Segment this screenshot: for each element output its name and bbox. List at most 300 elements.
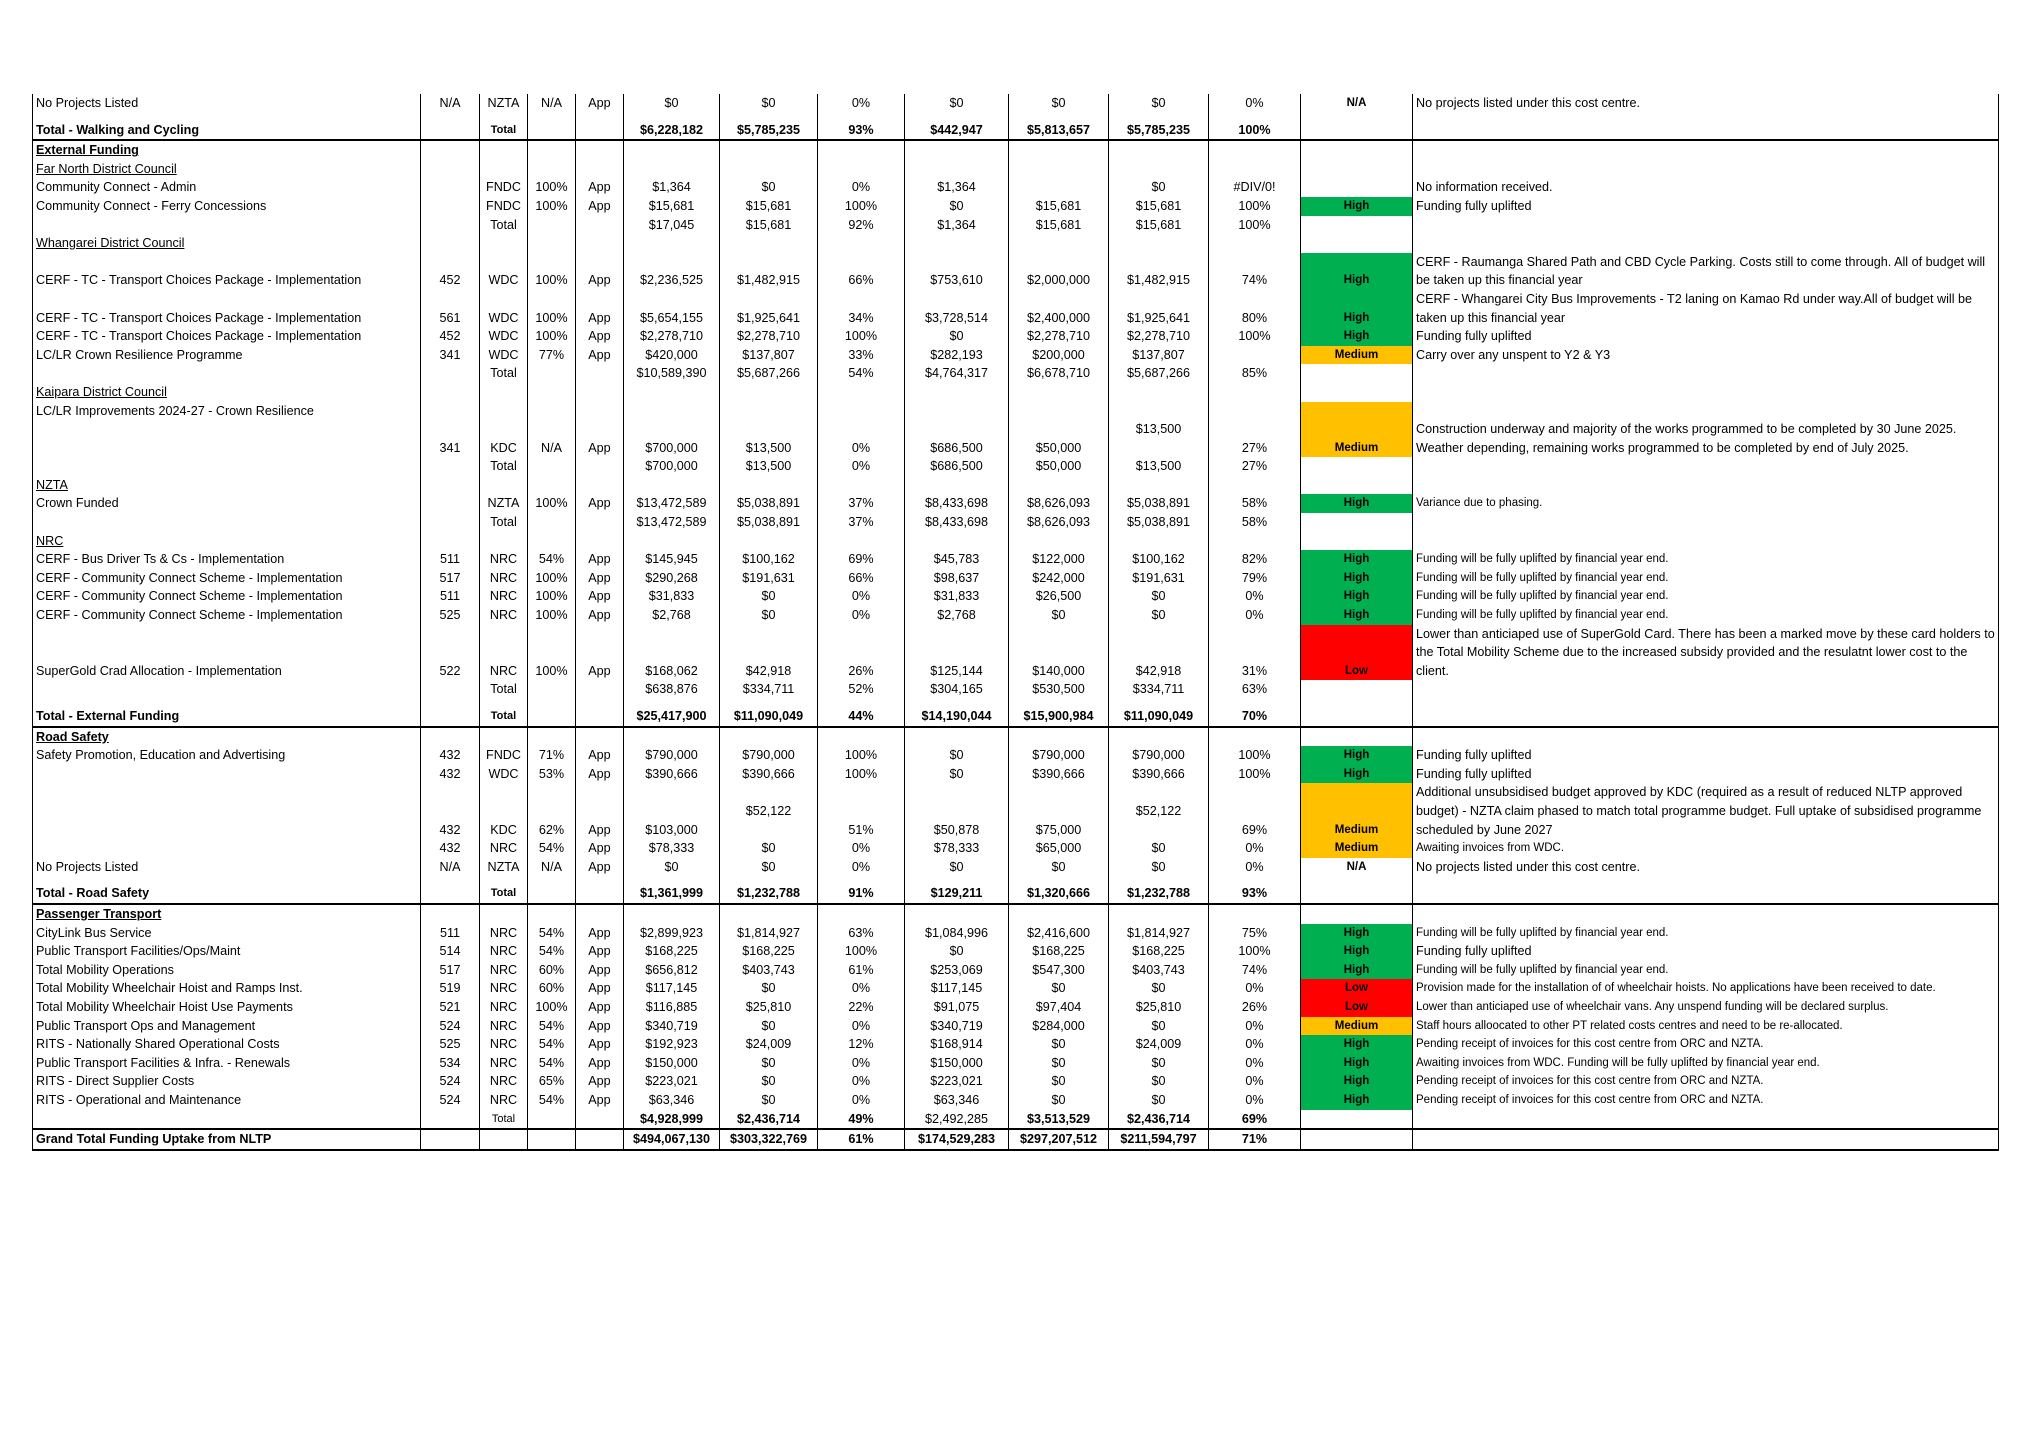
ytd2-cell: $24,009 bbox=[1109, 1035, 1209, 1054]
org-cell: WDC bbox=[480, 253, 528, 290]
funding-table bbox=[32, 94, 1999, 1151]
fap-cell: 100% bbox=[528, 197, 576, 216]
fap-cell bbox=[528, 121, 576, 141]
forecast-cell: $2,400,000 bbox=[1009, 290, 1109, 327]
item-label: CERF - TC - Transport Choices Package - Implementation bbox=[33, 290, 421, 327]
remaining-cell: $78,333 bbox=[905, 839, 1009, 858]
rating-badge: Medium bbox=[1301, 839, 1413, 858]
budget-cell: $145,945 bbox=[624, 550, 720, 569]
fap-cell: N/A bbox=[528, 858, 576, 877]
table-row bbox=[33, 364, 1999, 383]
ref-cell bbox=[421, 494, 480, 513]
pct-cell: 51% bbox=[818, 783, 905, 839]
org-cell bbox=[480, 532, 528, 551]
item-label: LC/LR Crown Resilience Programme bbox=[33, 346, 421, 365]
status-cell: App bbox=[576, 839, 624, 858]
ref-cell bbox=[421, 532, 480, 551]
rating-badge: High bbox=[1301, 746, 1413, 765]
forecast-cell bbox=[1009, 113, 1109, 121]
remaining-cell bbox=[905, 876, 1009, 884]
item-label bbox=[33, 699, 421, 707]
budget-cell: $2,278,710 bbox=[624, 327, 720, 346]
forecast-cell: $15,900,984 bbox=[1009, 707, 1109, 727]
pct-cell bbox=[818, 699, 905, 707]
comment-cell: Staff hours alloocated to other PT related costs centres and need to be re-allocated. bbox=[1413, 1017, 1999, 1036]
table-row bbox=[33, 979, 1999, 998]
status-cell: App bbox=[576, 924, 624, 943]
table-row bbox=[33, 961, 1999, 980]
pct2-cell: 0% bbox=[1209, 1054, 1301, 1073]
remaining-cell: $0 bbox=[905, 746, 1009, 765]
remaining-cell: $174,529,283 bbox=[905, 1129, 1009, 1150]
org-cell: NRC bbox=[480, 550, 528, 569]
ref-cell bbox=[421, 1129, 480, 1150]
item-label bbox=[33, 364, 421, 383]
forecast-cell: $8,626,093 bbox=[1009, 494, 1109, 513]
item-label: Kaipara District Council bbox=[33, 383, 421, 402]
table-row bbox=[33, 113, 1999, 121]
remaining-cell: $686,500 bbox=[905, 402, 1009, 458]
pct-cell: 91% bbox=[818, 884, 905, 904]
status-cell: App bbox=[576, 979, 624, 998]
pct2-cell: 0% bbox=[1209, 1035, 1301, 1054]
pct2-cell: 63% bbox=[1209, 680, 1301, 699]
ytd-cell: $1,814,927 bbox=[720, 924, 818, 943]
ytd2-cell bbox=[1109, 727, 1209, 747]
fap-cell: 100% bbox=[528, 625, 576, 681]
fap-cell: 100% bbox=[528, 587, 576, 606]
budget-cell bbox=[624, 699, 720, 707]
rating-badge: High bbox=[1301, 1054, 1413, 1073]
rating-badge bbox=[1301, 457, 1413, 476]
pct2-cell: 75% bbox=[1209, 924, 1301, 943]
org-cell: Total bbox=[480, 707, 528, 727]
budget-cell bbox=[624, 876, 720, 884]
forecast-cell bbox=[1009, 383, 1109, 402]
ref-cell bbox=[421, 904, 480, 924]
table-row bbox=[33, 783, 1999, 839]
budget-cell: $117,145 bbox=[624, 979, 720, 998]
org-cell: FNDC bbox=[480, 746, 528, 765]
ytd-cell bbox=[720, 904, 818, 924]
fap-cell: 100% bbox=[528, 290, 576, 327]
fap-cell: 100% bbox=[528, 178, 576, 197]
item-label: CERF - TC - Transport Choices Package - Implementation bbox=[33, 327, 421, 346]
org-cell bbox=[480, 1129, 528, 1150]
pct-cell bbox=[818, 727, 905, 747]
ytd2-cell: $334,711 bbox=[1109, 680, 1209, 699]
fap-cell: 100% bbox=[528, 998, 576, 1017]
ref-cell: 511 bbox=[421, 924, 480, 943]
forecast-cell: $0 bbox=[1009, 94, 1109, 113]
comment-cell: No information received. bbox=[1413, 178, 1999, 197]
budget-cell: $15,681 bbox=[624, 197, 720, 216]
fap-cell: 77% bbox=[528, 346, 576, 365]
table-row bbox=[33, 1110, 1999, 1130]
ytd2-cell: $1,232,788 bbox=[1109, 884, 1209, 904]
comment-cell bbox=[1413, 364, 1999, 383]
pct-cell bbox=[818, 904, 905, 924]
pct2-cell bbox=[1209, 904, 1301, 924]
org-cell: NRC bbox=[480, 625, 528, 681]
table-row bbox=[33, 839, 1999, 858]
org-cell bbox=[480, 876, 528, 884]
comment-cell: Funding will be fully uplifted by financial year end. bbox=[1413, 961, 1999, 980]
status-cell: App bbox=[576, 1054, 624, 1073]
forecast-cell: $0 bbox=[1009, 979, 1109, 998]
comment-cell: Funding fully uplifted bbox=[1413, 197, 1999, 216]
table-row bbox=[33, 699, 1999, 707]
rating-badge: High bbox=[1301, 1072, 1413, 1091]
item-label bbox=[33, 513, 421, 532]
ref-cell bbox=[421, 680, 480, 699]
ytd2-cell: $25,810 bbox=[1109, 998, 1209, 1017]
forecast-cell: $2,278,710 bbox=[1009, 327, 1109, 346]
ytd2-cell: $403,743 bbox=[1109, 961, 1209, 980]
ytd2-cell: $0 bbox=[1109, 587, 1209, 606]
budget-cell bbox=[624, 476, 720, 495]
ytd2-cell bbox=[1109, 160, 1209, 179]
forecast-cell bbox=[1009, 699, 1109, 707]
status-cell bbox=[576, 121, 624, 141]
rating-badge bbox=[1301, 680, 1413, 699]
forecast-cell bbox=[1009, 876, 1109, 884]
table-row bbox=[33, 94, 1999, 113]
pct2-cell: 71% bbox=[1209, 1129, 1301, 1150]
status-cell bbox=[576, 680, 624, 699]
ref-cell: 524 bbox=[421, 1017, 480, 1036]
rating-badge bbox=[1301, 513, 1413, 532]
item-label: Road Safety bbox=[33, 727, 421, 747]
table-row bbox=[33, 746, 1999, 765]
forecast-cell: $168,225 bbox=[1009, 942, 1109, 961]
status-cell bbox=[576, 216, 624, 235]
ref-cell: 525 bbox=[421, 1035, 480, 1054]
rating-badge bbox=[1301, 727, 1413, 747]
budget-cell: $10,589,390 bbox=[624, 364, 720, 383]
ytd2-cell: $390,666 bbox=[1109, 765, 1209, 784]
rating-badge bbox=[1301, 476, 1413, 495]
table-row bbox=[33, 1072, 1999, 1091]
fap-cell: 65% bbox=[528, 1072, 576, 1091]
forecast-cell bbox=[1009, 160, 1109, 179]
ytd-cell: $390,666 bbox=[720, 765, 818, 784]
ytd2-cell: $1,925,641 bbox=[1109, 290, 1209, 327]
remaining-cell: $91,075 bbox=[905, 998, 1009, 1017]
pct-cell: 0% bbox=[818, 1091, 905, 1110]
remaining-cell bbox=[905, 532, 1009, 551]
ytd-cell: $0 bbox=[720, 1072, 818, 1091]
remaining-cell: $0 bbox=[905, 858, 1009, 877]
remaining-cell: $150,000 bbox=[905, 1054, 1009, 1073]
org-cell: Total bbox=[480, 121, 528, 141]
ytd-cell bbox=[720, 876, 818, 884]
ytd2-cell: $13,500 bbox=[1109, 457, 1209, 476]
status-cell: App bbox=[576, 998, 624, 1017]
org-cell bbox=[480, 160, 528, 179]
remaining-cell bbox=[905, 476, 1009, 495]
pct2-cell: 82% bbox=[1209, 550, 1301, 569]
org-cell: WDC bbox=[480, 327, 528, 346]
org-cell: NRC bbox=[480, 587, 528, 606]
ref-cell: 521 bbox=[421, 998, 480, 1017]
pct2-cell bbox=[1209, 113, 1301, 121]
item-label: Public Transport Facilities/Ops/Maint bbox=[33, 942, 421, 961]
fap-cell: 54% bbox=[528, 839, 576, 858]
comment-cell: Carry over any unspent to Y2 & Y3 bbox=[1413, 346, 1999, 365]
fap-cell: 54% bbox=[528, 924, 576, 943]
fap-cell bbox=[528, 113, 576, 121]
pct-cell: 0% bbox=[818, 839, 905, 858]
rating-badge: High bbox=[1301, 327, 1413, 346]
rating-badge: High bbox=[1301, 197, 1413, 216]
budget-cell: $17,045 bbox=[624, 216, 720, 235]
status-cell: App bbox=[576, 402, 624, 458]
ref-cell: 517 bbox=[421, 961, 480, 980]
item-label bbox=[33, 783, 421, 839]
budget-cell bbox=[624, 532, 720, 551]
pct2-cell: 79% bbox=[1209, 569, 1301, 588]
fap-cell: 54% bbox=[528, 1035, 576, 1054]
ytd2-cell: $0 bbox=[1109, 1072, 1209, 1091]
rating-badge bbox=[1301, 121, 1413, 141]
fap-cell bbox=[528, 234, 576, 253]
budget-cell: $13,472,589 bbox=[624, 513, 720, 532]
pct2-cell: 93% bbox=[1209, 884, 1301, 904]
rating-badge bbox=[1301, 383, 1413, 402]
status-cell: App bbox=[576, 178, 624, 197]
ref-cell: 511 bbox=[421, 550, 480, 569]
ref-cell: 524 bbox=[421, 1072, 480, 1091]
pct2-cell: 100% bbox=[1209, 327, 1301, 346]
pct2-cell bbox=[1209, 234, 1301, 253]
remaining-cell: $0 bbox=[905, 942, 1009, 961]
pct-cell: 0% bbox=[818, 1054, 905, 1073]
table-row bbox=[33, 569, 1999, 588]
table-row bbox=[33, 707, 1999, 727]
pct-cell: 100% bbox=[818, 942, 905, 961]
pct-cell: 0% bbox=[818, 1072, 905, 1091]
forecast-cell: $547,300 bbox=[1009, 961, 1109, 980]
pct-cell: 0% bbox=[818, 402, 905, 458]
pct2-cell: 58% bbox=[1209, 494, 1301, 513]
rating-badge: High bbox=[1301, 606, 1413, 625]
ref-cell: N/A bbox=[421, 858, 480, 877]
comment-cell: Pending receipt of invoices for this cost centre from ORC and NZTA. bbox=[1413, 1091, 1999, 1110]
ref-cell: 432 bbox=[421, 839, 480, 858]
table-row bbox=[33, 402, 1999, 458]
remaining-cell bbox=[905, 140, 1009, 160]
pct2-cell: 100% bbox=[1209, 765, 1301, 784]
org-cell: FNDC bbox=[480, 197, 528, 216]
ytd-cell: $13,500 bbox=[720, 457, 818, 476]
comment-cell bbox=[1413, 216, 1999, 235]
ref-cell bbox=[421, 707, 480, 727]
ytd-cell: $11,090,049 bbox=[720, 707, 818, 727]
status-cell: App bbox=[576, 858, 624, 877]
item-label: External Funding bbox=[33, 140, 421, 160]
forecast-cell: $15,681 bbox=[1009, 197, 1109, 216]
status-cell bbox=[576, 1129, 624, 1150]
ytd-cell: $15,681 bbox=[720, 197, 818, 216]
table-row bbox=[33, 904, 1999, 924]
org-cell: NRC bbox=[480, 961, 528, 980]
pct2-cell: 69% bbox=[1209, 1110, 1301, 1130]
forecast-cell: $0 bbox=[1009, 1091, 1109, 1110]
ytd2-cell: $0 bbox=[1109, 1054, 1209, 1073]
item-label: CERF - Community Connect Scheme - Implementation bbox=[33, 569, 421, 588]
budget-cell: $390,666 bbox=[624, 765, 720, 784]
rating-badge bbox=[1301, 216, 1413, 235]
table-row bbox=[33, 178, 1999, 197]
fap-cell: 54% bbox=[528, 1017, 576, 1036]
table-row bbox=[33, 1091, 1999, 1110]
forecast-cell: $15,681 bbox=[1009, 216, 1109, 235]
forecast-cell: $0 bbox=[1009, 1035, 1109, 1054]
status-cell bbox=[576, 234, 624, 253]
ref-cell: 452 bbox=[421, 253, 480, 290]
remaining-cell: $2,492,285 bbox=[905, 1110, 1009, 1130]
ref-cell: 514 bbox=[421, 942, 480, 961]
org-cell bbox=[480, 140, 528, 160]
fap-cell: 60% bbox=[528, 979, 576, 998]
rating-badge bbox=[1301, 699, 1413, 707]
table-row bbox=[33, 924, 1999, 943]
status-cell bbox=[576, 113, 624, 121]
rating-badge: High bbox=[1301, 569, 1413, 588]
rating-badge: High bbox=[1301, 587, 1413, 606]
pct2-cell bbox=[1209, 727, 1301, 747]
budget-cell: $103,000 bbox=[624, 783, 720, 839]
ytd2-cell: $52,122 bbox=[1109, 783, 1209, 839]
table-row bbox=[33, 513, 1999, 532]
ytd-cell: $1,232,788 bbox=[720, 884, 818, 904]
forecast-cell: $390,666 bbox=[1009, 765, 1109, 784]
status-cell: App bbox=[576, 290, 624, 327]
budget-cell: $5,654,155 bbox=[624, 290, 720, 327]
item-label bbox=[33, 113, 421, 121]
comment-cell bbox=[1413, 904, 1999, 924]
remaining-cell: $168,914 bbox=[905, 1035, 1009, 1054]
ytd-cell: $303,322,769 bbox=[720, 1129, 818, 1150]
rating-badge bbox=[1301, 178, 1413, 197]
budget-cell: $31,833 bbox=[624, 587, 720, 606]
ref-cell: 517 bbox=[421, 569, 480, 588]
rating-badge bbox=[1301, 234, 1413, 253]
rating-badge bbox=[1301, 532, 1413, 551]
forecast-cell: $140,000 bbox=[1009, 625, 1109, 681]
pct-cell: 0% bbox=[818, 178, 905, 197]
rating-badge bbox=[1301, 160, 1413, 179]
pct2-cell: 70% bbox=[1209, 707, 1301, 727]
item-label: CityLink Bus Service bbox=[33, 924, 421, 943]
item-label: RITS - Operational and Maintenance bbox=[33, 1091, 421, 1110]
table-row bbox=[33, 1129, 1999, 1150]
org-cell: WDC bbox=[480, 765, 528, 784]
rating-badge: N/A bbox=[1301, 858, 1413, 877]
pct-cell bbox=[818, 234, 905, 253]
item-label: Total Mobility Wheelchair Hoist Use Payments bbox=[33, 998, 421, 1017]
ref-cell bbox=[421, 178, 480, 197]
forecast-cell: $75,000 bbox=[1009, 783, 1109, 839]
item-label: Total Mobility Wheelchair Hoist and Ramps Inst. bbox=[33, 979, 421, 998]
ytd2-cell bbox=[1109, 140, 1209, 160]
rating-badge: High bbox=[1301, 1091, 1413, 1110]
status-cell: App bbox=[576, 587, 624, 606]
pct2-cell bbox=[1209, 532, 1301, 551]
forecast-cell: $297,207,512 bbox=[1009, 1129, 1109, 1150]
pct-cell bbox=[818, 383, 905, 402]
table-row bbox=[33, 727, 1999, 747]
forecast-cell: $8,626,093 bbox=[1009, 513, 1109, 532]
comment-cell bbox=[1413, 457, 1999, 476]
status-cell bbox=[576, 699, 624, 707]
forecast-cell: $65,000 bbox=[1009, 839, 1109, 858]
rating-badge: High bbox=[1301, 942, 1413, 961]
ytd-cell: $1,482,915 bbox=[720, 253, 818, 290]
ytd-cell: $191,631 bbox=[720, 569, 818, 588]
fap-cell bbox=[528, 140, 576, 160]
comment-cell bbox=[1413, 140, 1999, 160]
ytd2-cell: $211,594,797 bbox=[1109, 1129, 1209, 1150]
ytd-cell bbox=[720, 113, 818, 121]
fap-cell bbox=[528, 383, 576, 402]
ytd2-cell: $168,225 bbox=[1109, 942, 1209, 961]
remaining-cell: $1,364 bbox=[905, 178, 1009, 197]
item-label bbox=[33, 680, 421, 699]
fap-cell: 100% bbox=[528, 569, 576, 588]
forecast-cell: $6,678,710 bbox=[1009, 364, 1109, 383]
ytd-cell: $5,038,891 bbox=[720, 494, 818, 513]
ytd-cell: $5,687,266 bbox=[720, 364, 818, 383]
org-cell: NRC bbox=[480, 839, 528, 858]
pct-cell: 44% bbox=[818, 707, 905, 727]
forecast-cell bbox=[1009, 476, 1109, 495]
budget-cell bbox=[624, 140, 720, 160]
pct-cell: 26% bbox=[818, 625, 905, 681]
budget-cell: $420,000 bbox=[624, 346, 720, 365]
item-label: LC/LR Improvements 2024-27 - Crown Resilience bbox=[33, 402, 421, 458]
fap-cell bbox=[528, 160, 576, 179]
item-label: Total - External Funding bbox=[33, 707, 421, 727]
ref-cell: 525 bbox=[421, 606, 480, 625]
pct-cell: 69% bbox=[818, 550, 905, 569]
ref-cell bbox=[421, 234, 480, 253]
comment-cell: Funding will be fully uplifted by financial year end. bbox=[1413, 924, 1999, 943]
pct-cell: 100% bbox=[818, 327, 905, 346]
budget-cell: $192,923 bbox=[624, 1035, 720, 1054]
forecast-cell bbox=[1009, 178, 1109, 197]
status-cell: App bbox=[576, 569, 624, 588]
ytd2-cell: $0 bbox=[1109, 1091, 1209, 1110]
pct-cell: 37% bbox=[818, 513, 905, 532]
comment-cell: Funding will be fully uplifted by financial year end. bbox=[1413, 550, 1999, 569]
ytd2-cell: $0 bbox=[1109, 839, 1209, 858]
pct-cell: 37% bbox=[818, 494, 905, 513]
ytd-cell: $0 bbox=[720, 178, 818, 197]
ref-cell bbox=[421, 140, 480, 160]
item-label: No Projects Listed bbox=[33, 858, 421, 877]
ref-cell: 432 bbox=[421, 746, 480, 765]
table-row bbox=[33, 494, 1999, 513]
pct-cell bbox=[818, 160, 905, 179]
pct2-cell: 85% bbox=[1209, 364, 1301, 383]
item-label: Public Transport Ops and Management bbox=[33, 1017, 421, 1036]
item-label bbox=[33, 839, 421, 858]
rating-badge: High bbox=[1301, 1035, 1413, 1054]
pct-cell: 0% bbox=[818, 457, 905, 476]
ytd2-cell: $5,038,891 bbox=[1109, 494, 1209, 513]
